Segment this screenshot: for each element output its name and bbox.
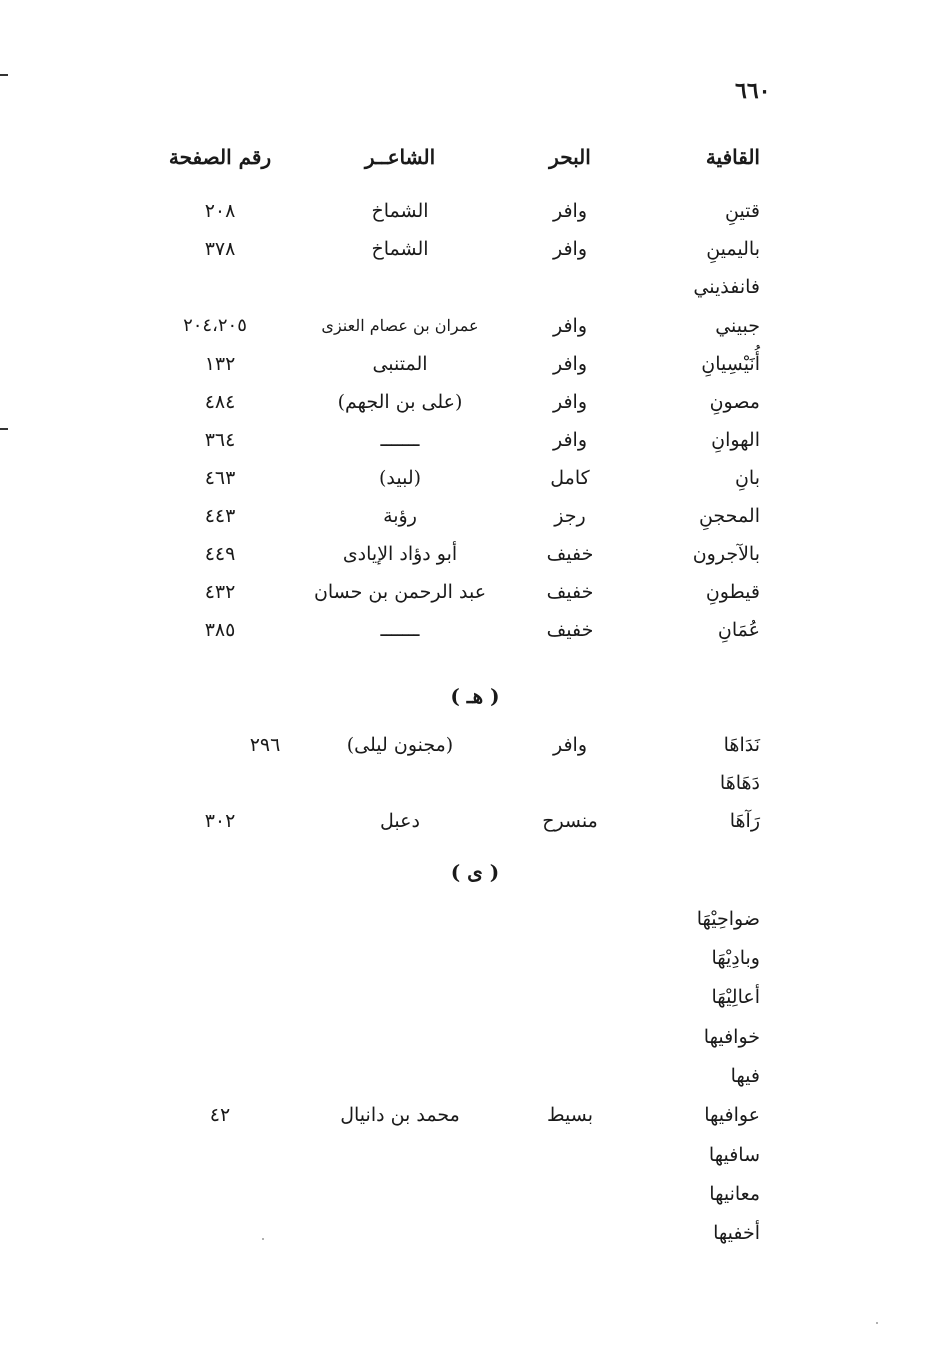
page-cell: ٣٠٢ — [204, 810, 236, 832]
rhyme-cell: باليمينِ — [706, 238, 760, 260]
poet-cell: (على بن الجهم) — [337, 391, 463, 413]
page-cell: ١٣٢ — [204, 353, 236, 375]
rhyme-cell: المحجنِ — [698, 505, 760, 527]
page-cell: ٢٠٤،٢٠٥ — [183, 315, 247, 336]
meter-cell: وافر — [552, 391, 588, 413]
table-row — [0, 980, 939, 1014]
rhyme-cell: الهوانِ — [711, 429, 760, 451]
table-row — [0, 766, 939, 800]
page-cell: ٢٩٦ — [249, 734, 281, 756]
table-row — [0, 423, 939, 457]
rhyme-cell: قيطونِ — [705, 581, 760, 603]
table-row — [0, 194, 939, 228]
poet-cell: أبو دؤاد الإيادى — [342, 543, 458, 565]
meter-cell: رجز — [554, 505, 586, 527]
table-header — [0, 140, 939, 174]
rhyme-cell: عُمَانِ — [717, 619, 760, 641]
poet-cell: عبد الرحمن بن حسان — [313, 581, 487, 603]
table-row — [0, 902, 939, 936]
header-page: رقم الصفحة — [168, 145, 272, 169]
rhyme-cell: مصونِ — [709, 391, 760, 413]
page-cell: ٣٦٤ — [204, 429, 236, 451]
table-row — [0, 232, 939, 266]
margin-mark — [0, 74, 8, 76]
table-row — [0, 1020, 939, 1054]
page-cell: ٤٨٤ — [204, 391, 236, 413]
section-heading-ha: ( هـ ) — [450, 684, 500, 708]
table-row — [0, 1177, 939, 1211]
rhyme-cell: نَدَاهَا — [723, 734, 760, 756]
table-row — [0, 537, 939, 571]
page-cell: ٣٧٨ — [204, 238, 236, 260]
meter-cell: منسرح — [542, 810, 598, 832]
rhyme-cell: معانيها — [709, 1183, 760, 1205]
poet-cell: الشماخ — [371, 238, 429, 260]
rhyme-cell: ضواحِيْهَا — [696, 908, 760, 930]
rhyme-cell: دَهَاهَا — [719, 772, 760, 794]
table-row — [0, 1216, 939, 1250]
meter-cell: بسيط — [546, 1104, 593, 1126]
scan-speck — [262, 1238, 264, 1240]
table-row — [0, 461, 939, 495]
meter-cell: خفيف — [546, 543, 594, 565]
rhyme-cell: جبيني — [715, 315, 760, 337]
poet-cell: ـــــــ — [380, 619, 420, 641]
rhyme-cell: عوافيها — [704, 1104, 760, 1126]
meter-cell: وافر — [552, 238, 588, 260]
poet-cell: (مجنون ليلى) — [346, 734, 454, 756]
page-cell: ٢٠٨ — [204, 200, 236, 222]
rhyme-cell: قتينِ — [724, 200, 760, 222]
rhyme-cell: أخفيها — [713, 1222, 760, 1244]
page-cell: ٣٨٥ — [204, 619, 236, 641]
rhyme-cell: سافيها — [708, 1144, 760, 1166]
table-row — [0, 270, 939, 304]
rhyme-cell: خوافيها — [703, 1026, 760, 1048]
poet-cell: محمد بن دانيال — [340, 1104, 460, 1126]
poet-cell: (لبيد) — [378, 467, 422, 489]
page-cell: ٤٢ — [209, 1104, 231, 1126]
poet-cell: الشماخ — [371, 200, 429, 222]
page-cell: ٤٤٩ — [204, 543, 236, 565]
header-rhyme: القافية — [705, 145, 760, 169]
table-row — [0, 385, 939, 419]
rhyme-cell: فانفذيني — [693, 276, 760, 298]
table-row — [0, 941, 939, 975]
poet-cell: عمران بن عصام العنزى — [321, 316, 479, 335]
meter-cell: خفيف — [546, 581, 594, 603]
page-cell: ٤٣٢ — [204, 581, 236, 603]
rhyme-cell: فيها — [730, 1065, 760, 1087]
rhyme-cell: بالآجرون — [692, 543, 760, 565]
meter-cell: كامل — [550, 467, 590, 489]
meter-cell: وافر — [552, 429, 588, 451]
scan-speck — [876, 1322, 878, 1324]
table-row — [0, 728, 939, 762]
table-row — [0, 309, 939, 343]
table-row — [0, 1059, 939, 1093]
rhyme-cell: أُنَيْسِيانِ — [701, 353, 760, 375]
table-row — [0, 613, 939, 647]
table-row — [0, 499, 939, 533]
meter-cell: وافر — [552, 200, 588, 222]
page-number: ٦٦٠ — [735, 78, 771, 104]
table-row — [0, 804, 939, 838]
table-row — [0, 1138, 939, 1172]
section-heading-ya: ( ى ) — [450, 860, 500, 884]
page-cell: ٤٦٣ — [204, 467, 236, 489]
meter-cell: وافر — [552, 353, 588, 375]
rhyme-cell: أعالِيْهَا — [711, 986, 760, 1008]
meter-cell: خفيف — [546, 619, 594, 641]
meter-cell: وافر — [552, 315, 588, 337]
table-row — [0, 575, 939, 609]
header-meter: البحر — [549, 145, 591, 169]
rhyme-cell: رَآهَا — [729, 810, 760, 832]
poet-cell: رؤبة — [383, 505, 417, 527]
rhyme-cell: بانِ — [734, 467, 760, 489]
poet-cell: دعبل — [380, 810, 420, 832]
poet-cell: ـــــــ — [380, 429, 420, 451]
poet-cell: المتنبى — [372, 353, 428, 375]
header-poet: الشاعــر — [364, 145, 436, 169]
rhyme-cell: وبادِيْهَا — [711, 947, 760, 969]
meter-cell: وافر — [552, 734, 588, 756]
table-row — [0, 1098, 939, 1132]
table-row — [0, 347, 939, 381]
page-cell: ٤٤٣ — [204, 505, 236, 527]
